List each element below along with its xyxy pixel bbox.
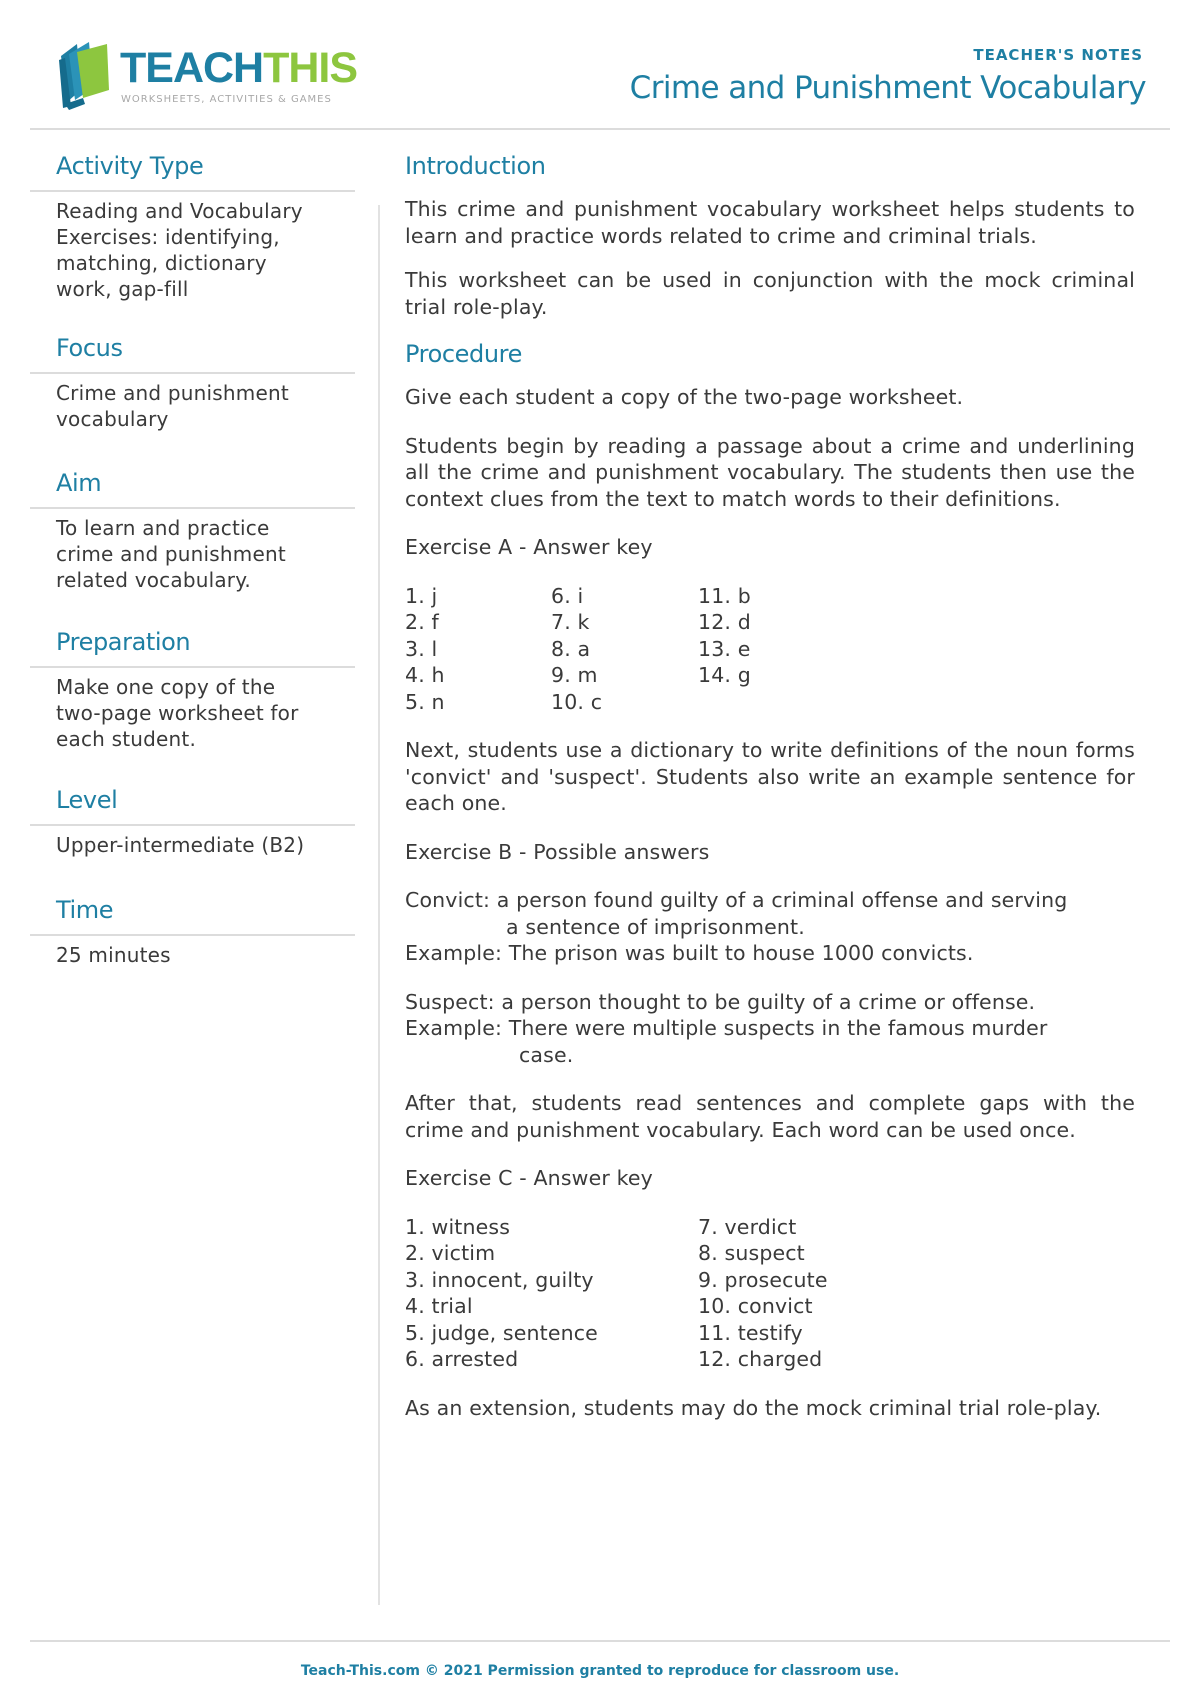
answer-item: 12. d	[698, 610, 751, 634]
text-line: Convict: a person found guilty of a criminal offense and serving	[405, 888, 1068, 912]
activity-type-section	[30, 150, 355, 302]
answer-item: 13. e	[698, 636, 751, 661]
answer-item: 12. charged	[698, 1347, 823, 1371]
answer-item: 1. witness	[405, 1214, 511, 1239]
introduction-heading: Introduction	[405, 152, 546, 180]
text-line: matching, dictionary	[56, 251, 267, 275]
answer-column	[405, 1214, 598, 1373]
answer-item: 10. c	[551, 689, 603, 714]
convict-definition	[405, 887, 1135, 967]
answer-item: 11. testify	[698, 1320, 803, 1345]
aim-text	[30, 509, 355, 593]
text-line: 25 minutes	[56, 943, 171, 967]
procedure-paragraph-2: Students begin by reading a passage about a crime and underlining all the crime and punishment vocabulary. The students then use the context clues from the text to match words to their definitions.	[405, 433, 1135, 511]
text-line: crime and punishment	[56, 542, 286, 566]
activity-type-heading: Activity Type	[56, 152, 204, 180]
time-text	[30, 936, 355, 968]
text-line: Upper-intermediate (B2)	[56, 833, 305, 857]
answer-item: 2. victim	[405, 1241, 496, 1265]
procedure-paragraph-3: Next, students use a dictionary to write definitions of the noun forms 'convict' and 'suspect'. Students also write an example sentence for each one.	[405, 738, 1135, 815]
level-section	[30, 784, 355, 858]
procedure-paragraph-4: After that, students read sentences and complete gaps with the crime and punishment vocabulary. Each word can be used once.	[405, 1091, 1135, 1142]
level-text	[30, 826, 355, 858]
text-line: Reading and Vocabulary	[56, 199, 303, 223]
level-heading: Level	[56, 786, 118, 814]
answer-column	[551, 583, 602, 716]
focus-text	[30, 374, 355, 432]
answer-item: 9. m	[551, 663, 598, 687]
intro-paragraph-1: This crime and punishment vocabulary worksheet helps students to learn and practice words related to crime and criminal trials.	[405, 197, 1135, 248]
preparation-heading: Preparation	[56, 628, 191, 656]
answer-item: 5. judge, sentence	[405, 1320, 598, 1345]
text-line: work, gap-fill	[56, 277, 189, 301]
aim-heading: Aim	[56, 469, 102, 497]
answer-column	[698, 583, 751, 689]
text-line: two-page worksheet for	[56, 701, 299, 725]
answer-item: 7. verdict	[698, 1214, 797, 1239]
procedure-heading: Procedure	[405, 340, 522, 368]
aim-section	[30, 467, 355, 593]
time-section	[30, 894, 355, 968]
footer-divider	[30, 1640, 1170, 1642]
logo-wordmark	[120, 44, 357, 92]
exercise-a-title: Exercise A - Answer key	[405, 535, 653, 559]
answer-item: 14. g	[698, 663, 751, 687]
answer-column	[405, 583, 445, 716]
header-divider	[30, 128, 1170, 130]
text-line: To learn and practice	[56, 516, 270, 540]
text-line: related vocabulary.	[56, 568, 251, 592]
answer-item: 1. j	[405, 583, 438, 608]
exercise-c-title: Exercise C - Answer key	[405, 1166, 653, 1190]
logo-tagline: WORKSHEETS, ACTIVITIES & GAMES	[121, 94, 332, 105]
answer-item: 2. f	[405, 610, 439, 634]
answer-item: 6. arrested	[405, 1347, 519, 1371]
answer-item: 4. h	[405, 663, 445, 687]
answer-item: 4. trial	[405, 1294, 473, 1318]
teachers-notes-label: TEACHER'S NOTES	[973, 46, 1143, 64]
procedure-paragraph-1: Give each student a copy of the two-page worksheet.	[405, 385, 964, 409]
focus-heading: Focus	[56, 334, 123, 362]
text-line: vocabulary	[56, 407, 169, 431]
answer-item: 11. b	[698, 583, 751, 608]
preparation-section	[30, 626, 355, 752]
copyright-footer[interactable]: Teach-This.com © 2021 Permission granted to reproduce for classroom use.	[300, 1663, 900, 1679]
teach-this-logo[interactable]	[55, 38, 365, 112]
answer-item: 8. suspect	[698, 1241, 805, 1265]
column-divider	[378, 205, 380, 1605]
answer-item: 7. k	[551, 610, 590, 634]
logo-this: THIS	[263, 44, 358, 92]
text-line: Make one copy of the	[56, 675, 276, 699]
focus-section	[30, 332, 355, 432]
exercise-c-answer-key	[405, 1214, 1135, 1373]
procedure-paragraph-5: As an extension, students may do the mock criminal trial role-play.	[405, 1395, 1102, 1420]
text-line: Suspect: a person thought to be guilty of a crime or offense.	[405, 989, 1036, 1014]
answer-item: 9. prosecute	[698, 1267, 828, 1292]
answer-item: 3. innocent, guilty	[405, 1267, 594, 1292]
text-line: Example: The prison was built to house 1000 convicts.	[405, 941, 974, 965]
preparation-text	[30, 668, 355, 752]
activity-type-text	[30, 192, 355, 302]
text-line: case.	[519, 1042, 574, 1067]
answer-item: 8. a	[551, 636, 591, 661]
text-line: Example: There were multiple suspects in the famous murder	[405, 1016, 1048, 1040]
text-line: Crime and punishment	[56, 381, 289, 405]
time-heading: Time	[56, 896, 114, 924]
answer-item: 5. n	[405, 689, 445, 714]
page-header	[0, 0, 1200, 130]
text-line: Exercises: identifying,	[56, 225, 280, 249]
exercise-b-title: Exercise B - Possible answers	[405, 839, 710, 864]
answer-item: 6. i	[551, 583, 584, 608]
answer-column	[698, 1214, 828, 1373]
intro-paragraph-2: This worksheet can be used in conjunction with the mock criminal trial role-play.	[405, 268, 1135, 319]
document-title: Crime and Punishment Vocabulary	[629, 70, 1146, 106]
text-line: each student.	[56, 727, 197, 751]
answer-item: 10. convict	[698, 1294, 813, 1318]
book-logo-icon	[55, 38, 115, 112]
suspect-definition	[405, 989, 1135, 1069]
main-content	[405, 150, 1135, 1421]
logo-teach: TEACH	[120, 44, 264, 92]
answer-item: 3. l	[405, 636, 438, 661]
exercise-a-answer-key	[405, 583, 1135, 716]
text-line: a sentence of imprisonment.	[506, 914, 805, 939]
